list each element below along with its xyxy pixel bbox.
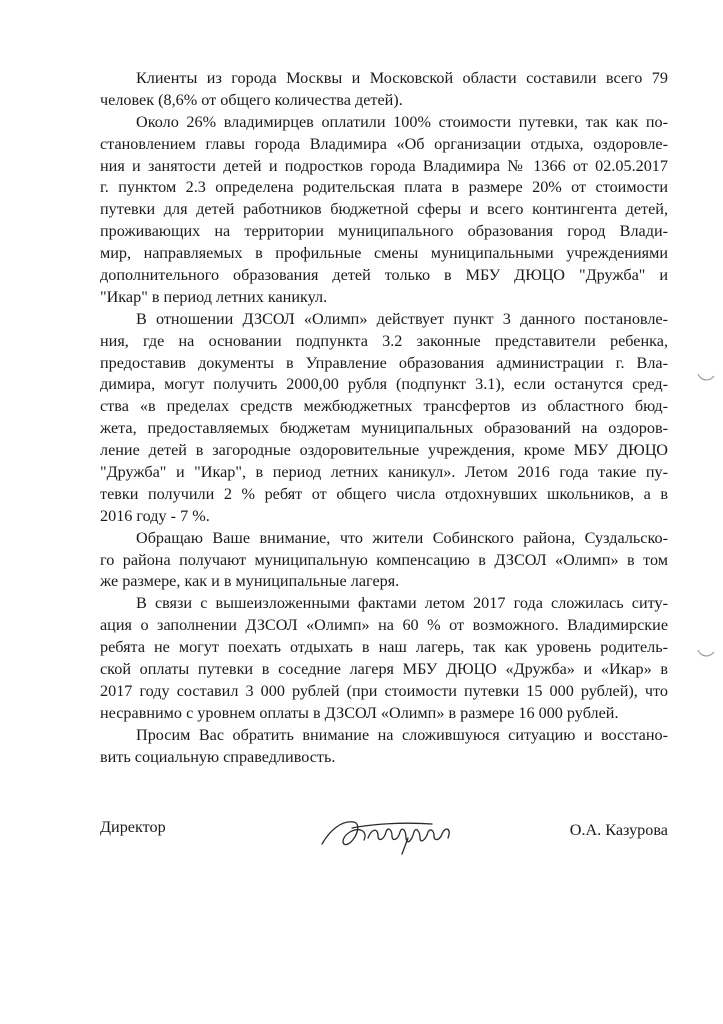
text-line: несравнимо с уровнем оплаты в ДЗСОЛ «Олимп» в размере 16 000 рублей. (100, 703, 619, 722)
text-line: же размере, как и в муниципальные лагеря. (100, 572, 400, 591)
text-line: В связи с вышеизложенными фактами летом 2017 года сложилась ситу- (136, 594, 668, 613)
text-line: человек (8,6% от общего количества детей). (100, 90, 403, 109)
signatory-name: О.А. Казурова (569, 821, 668, 839)
text-line: становлением главы города Владимира «Об организации отдыха, оздоровле- (100, 134, 668, 153)
text-line: путевки для детей работников бюджетной сферы и всего контингента детей, (100, 200, 668, 219)
text-line: 2017 году составил 3 000 рублей (при стоимости путевки 15 000 рублей), что (100, 681, 668, 700)
text-line: г. пунктом 2.3 определена родительская плата в размере 20% от стоимости (100, 178, 668, 197)
text-line: Около 26% владимирцев оплатили 100% стоимости путевки, так как по- (136, 112, 668, 131)
text-line: дополнительного образования детей только в МБУ ДЮЦО "Дружба" и (100, 266, 668, 285)
text-line: "Икар" в период летних каникул. (100, 287, 328, 306)
text-line: ление детей в загородные оздоровительные учреждения, кроме МБУ ДЮЦО (100, 441, 668, 460)
text-line: Обращаю Ваше внимание, что жители Собинского района, Суздальско- (136, 528, 668, 547)
text-line: Просим Вас обратить внимание на сложившуюся ситуацию и восстано- (136, 725, 668, 744)
text-line: димира, могут получить 2000,00 рубля (подпункт 3.1), если останутся сред- (100, 375, 668, 394)
text-line: го района получают муниципальную компенсацию в ДЗСОЛ «Олимп» в том (100, 550, 668, 569)
scan-mark (697, 648, 715, 660)
signature-block (100, 818, 668, 858)
text-line: тевки получили 2 % ребят от общего числа отдохнувших школьников, а в (100, 484, 668, 503)
text-line: ация о заполнении ДЗСОЛ «Олимп» на 60 % от возможного. Владимирские (100, 616, 668, 635)
text-line: "Дружба" и "Икар", в период летних каникул». Летом 2016 года такие пу- (100, 463, 668, 482)
text-line: ской оплаты путевки в соседние лагеря МБУ ДЮЦО «Дружба» и «Икар» в (100, 660, 668, 679)
text-line: ния, где на основании подпункта 3.2 законные представители ребенка, (100, 331, 668, 350)
text-line: предоставив документы в Управление образования администрации г. Вла- (100, 353, 668, 372)
text-line: проживающих на территории муниципального образования город Влади- (100, 222, 668, 241)
text-line: жета, предоставляемых бюджетам муниципальных образований на оздоров- (100, 419, 668, 438)
text-line: мир, направляемых в профильные смены муниципальными учреждениями (100, 244, 668, 263)
text-line: ства «в пределах средств межбюджетных трансфертов из областного бюд- (100, 397, 668, 416)
scan-mark (697, 372, 715, 384)
signatory-title: Директор (100, 818, 166, 836)
text-line: ребята не могут поехать отдыхать в наш лагерь, так как уровень родитель- (100, 638, 668, 657)
text-line: 2016 году - 7 %. (100, 506, 210, 525)
letter-body (100, 68, 668, 769)
handwritten-signature (312, 810, 482, 856)
text-line: Клиенты из города Москвы и Московской области составили всего 79 (136, 69, 668, 87)
text-line: вить социальную справедливость. (100, 747, 336, 766)
text-line: ния и занятости детей и подростков города Владимира № 1366 от 02.05.2017 (100, 156, 668, 175)
text-line: В отношении ДЗСОЛ «Олимп» действует пункт 3 данного постановле- (136, 309, 668, 328)
